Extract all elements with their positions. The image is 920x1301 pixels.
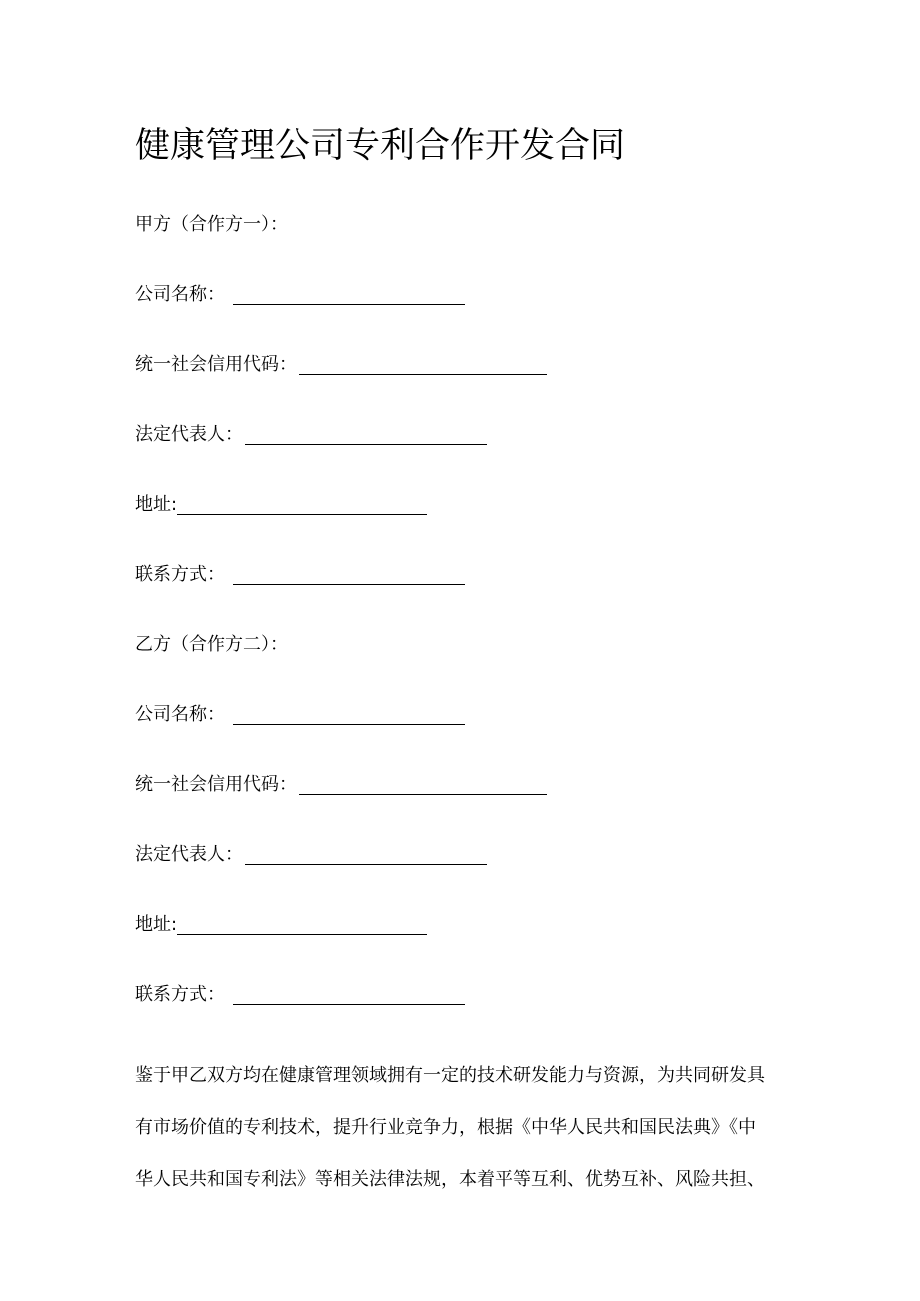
party-a-heading	[135, 212, 288, 238]
party-a-contact-row	[135, 562, 465, 588]
party-a-credit-code-row	[135, 352, 547, 378]
preamble-line: 有市场价值的专利技术，提升行业竞争力，根据《中华人民共和国民法典》《中	[135, 1117, 756, 1138]
party-b-company-name-label: 公司名称：	[135, 704, 225, 725]
party-b-heading	[135, 632, 288, 658]
party-b-company-name-row	[135, 702, 465, 728]
preamble-line: 华人民共和国专利法》等相关法律法规，本着平等互利、优势互补、风险共担、	[135, 1169, 765, 1190]
preamble-line: 鉴于甲乙双方均在健康管理领域拥有一定的技术研发能力与资源，为共同研发具	[135, 1065, 765, 1086]
party-b-heading-text: 乙方（合作方二）：	[135, 634, 288, 655]
party-b-legal-rep-blank[interactable]	[245, 844, 487, 865]
party-b-address-blank[interactable]	[177, 914, 427, 935]
party-a-legal-rep-label: 法定代表人：	[135, 424, 243, 445]
party-b-legal-rep-label: 法定代表人：	[135, 844, 243, 865]
party-b-contact-row	[135, 982, 465, 1008]
party-a-contact-blank[interactable]	[233, 564, 465, 585]
party-a-address-blank[interactable]	[177, 494, 427, 515]
party-a-heading-text: 甲方（合作方一）：	[135, 214, 288, 235]
party-a-company-name-label: 公司名称：	[135, 284, 225, 305]
party-a-address-row	[135, 492, 427, 518]
preamble-paragraph	[135, 1050, 787, 1206]
party-b-credit-code-label: 统一社会信用代码：	[135, 774, 297, 795]
party-b-company-name-blank[interactable]	[233, 704, 465, 725]
party-a-credit-code-blank[interactable]	[299, 354, 547, 375]
party-b-credit-code-blank[interactable]	[299, 774, 547, 795]
party-b-legal-rep-row	[135, 842, 487, 868]
party-b-address-label: 地址:	[135, 914, 178, 935]
party-b-address-row	[135, 912, 427, 938]
party-a-legal-rep-blank[interactable]	[245, 424, 487, 445]
party-a-company-name-blank[interactable]	[233, 284, 465, 305]
party-a-company-name-row	[135, 282, 465, 308]
party-b-contact-blank[interactable]	[233, 984, 465, 1005]
party-a-contact-label: 联系方式：	[135, 564, 225, 585]
party-a-address-label: 地址:	[135, 494, 178, 515]
document-title: 健康管理公司专利合作开发合同	[135, 126, 626, 166]
party-b-credit-code-row	[135, 772, 547, 798]
party-a-legal-rep-row	[135, 422, 487, 448]
party-a-credit-code-label: 统一社会信用代码：	[135, 354, 297, 375]
party-b-contact-label: 联系方式：	[135, 984, 225, 1005]
